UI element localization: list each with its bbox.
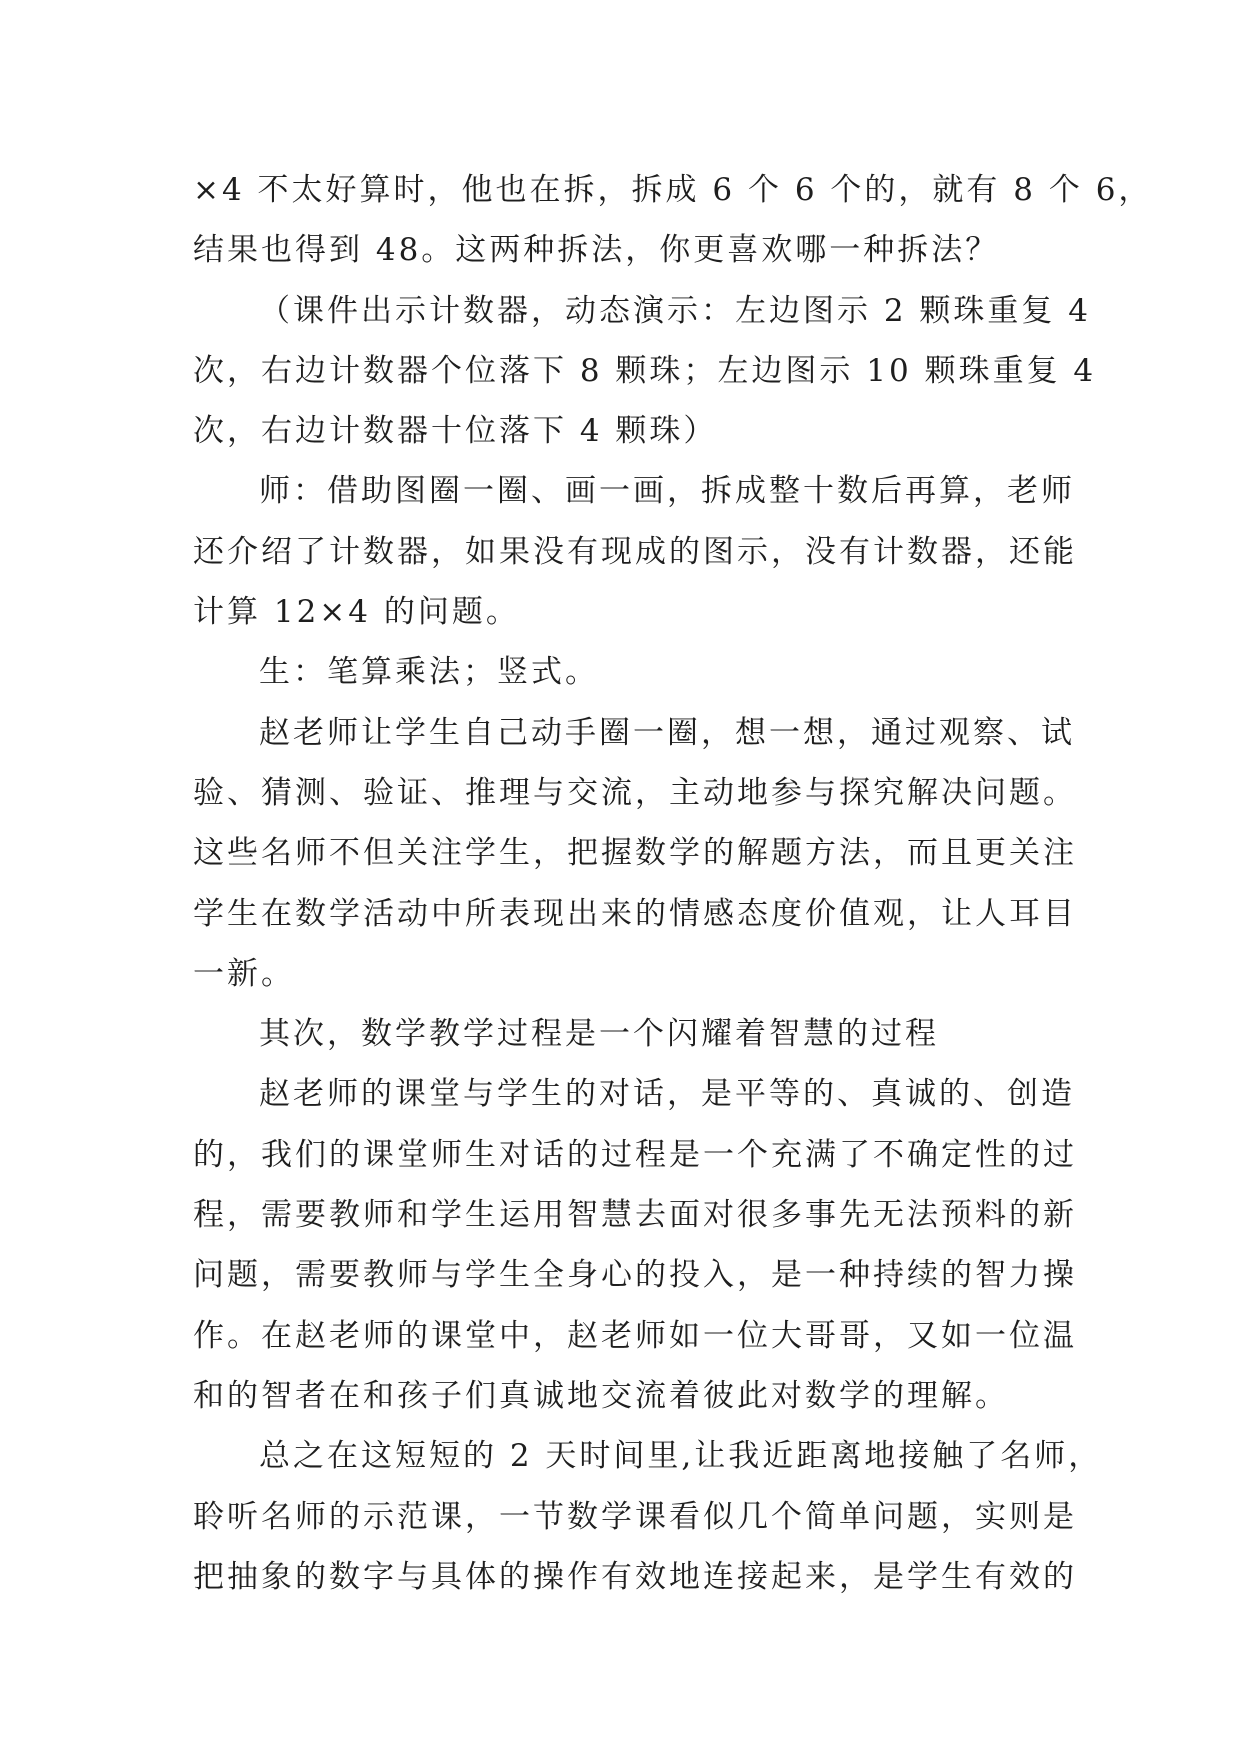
text-line: 把抽象的数字与具体的操作有效地连接起来，是学生有效的 [193, 1558, 1077, 1595]
text-line: 师：借助图圈一圈、画一画，拆成整十数后再算，老师 [259, 473, 1075, 510]
text-line: 赵老师让学生自己动手圈一圈，想一想，通过观察、试 [259, 714, 1075, 751]
text-line: 生：笔算乘法；竖式。 [259, 654, 599, 691]
text-line: 次，右边计数器个位落下 8 颗珠；左边图示 10 颗珠重复 4 [193, 352, 1097, 389]
body-text [193, 160, 1153, 1607]
text-line: 验、猜测、验证、推理与交流，主动地参与探究解决问题。 [193, 774, 1077, 811]
text-line: 结果也得到 48。这两种拆法，你更喜欢哪一种拆法？ [193, 232, 1000, 269]
text-line: 这些名师不但关注学生，把握数学的解题方法，而且更关注 [193, 835, 1077, 872]
text-line: 问题，需要教师与学生全身心的投入，是一种持续的智力操 [193, 1257, 1077, 1294]
text-line: 的，我们的课堂师生对话的过程是一个充满了不确定性的过 [193, 1136, 1077, 1173]
text-line: 聆听名师的示范课，一节数学课看似几个简单问题，实则是 [193, 1498, 1077, 1535]
text-line: 和的智者在和孩子们真诚地交流着彼此对数学的理解。 [193, 1377, 1009, 1414]
text-line: （课件出示计数器，动态演示：左边图示 2 颗珠重复 4 [259, 292, 1092, 329]
section-heading: 其次，数学教学过程是一个闪耀着智慧的过程 [259, 1016, 939, 1053]
text-line: 计算 12×4 的问题。 [193, 594, 520, 631]
text-line: 学生在数学活动中所表现出来的情感态度价值观，让人耳目 [193, 895, 1077, 932]
text-line: 程，需要教师和学生运用智慧去面对很多事先无法预料的新 [193, 1197, 1077, 1234]
text-line: 总之在这短短的 2 天时间里,让我近距离地接触了名师， [259, 1438, 1103, 1475]
text-line: 赵老师的课堂与学生的对话，是平等的、真诚的、创造 [259, 1076, 1075, 1113]
text-line: 次，右边计数器十位落下 4 颗珠） [193, 413, 718, 450]
text-line: 作。在赵老师的课堂中，赵老师如一位大哥哥，又如一位温 [193, 1317, 1077, 1354]
text-line: 还介绍了计数器，如果没有现成的图示，没有计数器，还能 [193, 533, 1077, 570]
text-line: ×4 不太好算时，他也在拆，拆成 6 个 6 个的，就有 8 个 6， [193, 172, 1153, 208]
text-line: 一新。 [193, 955, 295, 992]
